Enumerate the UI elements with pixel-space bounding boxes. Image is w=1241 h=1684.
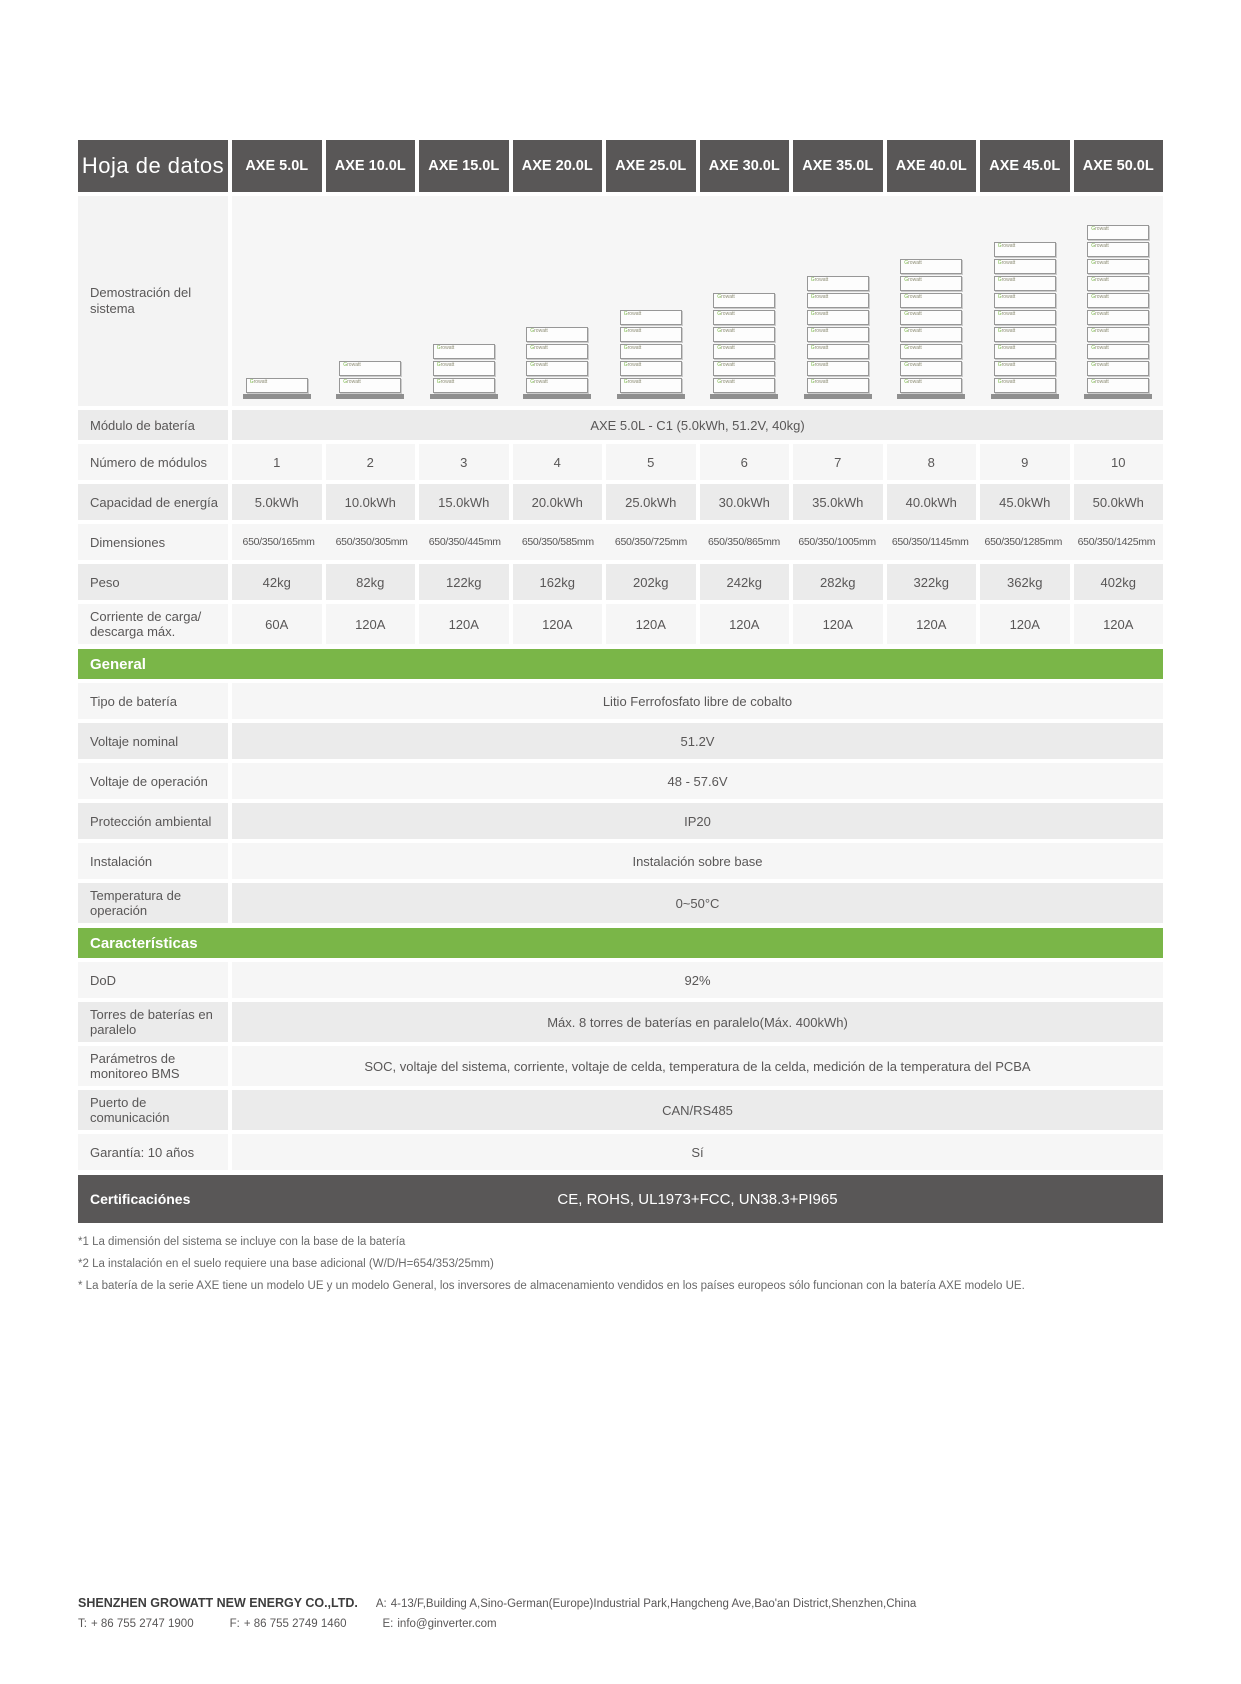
- battery-module: [1087, 378, 1149, 393]
- module-brand-label: Growatt: [997, 345, 1016, 351]
- battery-module: [1087, 361, 1149, 376]
- spec-value: 650/350/1285mm: [977, 524, 1070, 560]
- footnote: * La batería de la serie AXE tiene un modelo UE y un modelo General, los inversores de almacenamiento vendidos en los países europeos sólo funcionan con la batería AXE modelo UE.: [78, 1280, 1025, 1292]
- spec-value: 242kg: [700, 564, 790, 600]
- spec-row-label: Número de módulos: [78, 444, 228, 480]
- spec-value: 5: [606, 444, 696, 480]
- company-name: SHENZHEN GROWATT NEW ENERGY CO.,LTD.: [78, 1596, 358, 1610]
- certifications-row: [78, 1175, 1163, 1223]
- spec-value: 10.0kWh: [326, 484, 416, 520]
- section-row: [78, 883, 1163, 923]
- tower-base: [617, 394, 685, 399]
- battery-module: [900, 327, 962, 342]
- battery-module: [339, 361, 401, 376]
- model-header: AXE 30.0L: [700, 140, 790, 192]
- section-row-value: SOC, voltaje del sistema, corriente, voltaje de celda, temperatura de la celda, medición de la temperatura del PCBA: [232, 1046, 1163, 1086]
- module-brand-label: Growatt: [904, 328, 922, 334]
- spec-value: 650/350/585mm: [511, 524, 604, 560]
- battery-module: [713, 293, 775, 308]
- table-header-row: [78, 140, 1163, 192]
- module-brand-label: Growatt: [530, 379, 548, 385]
- battery-module: [713, 361, 775, 376]
- tower-base: [243, 394, 311, 399]
- spec-value: 15.0kWh: [419, 484, 509, 520]
- fax-number: + 86 755 2749 1460: [243, 1618, 347, 1630]
- spec-row: [78, 604, 1163, 644]
- module-brand-label: Growatt: [810, 345, 829, 351]
- section-header: Características: [78, 928, 1163, 958]
- model-header: AXE 50.0L: [1074, 140, 1164, 192]
- section-row-label: Instalación: [78, 843, 228, 879]
- spec-value: 50.0kWh: [1074, 484, 1164, 520]
- section-row-label: DoD: [78, 962, 228, 998]
- battery-module: [807, 310, 869, 325]
- tower-base: [991, 394, 1059, 399]
- battery-module: [994, 293, 1056, 308]
- spec-value: 10: [1074, 444, 1164, 480]
- battery-tower: [232, 196, 322, 399]
- footer-line-1: [78, 1596, 1208, 1610]
- module-brand-label: Growatt: [1091, 260, 1109, 266]
- battery-tower: [513, 196, 603, 399]
- module-brand-label: Growatt: [810, 277, 829, 283]
- module-brand-label: Growatt: [436, 362, 455, 368]
- spec-row: [78, 564, 1163, 600]
- battery-module: [433, 361, 495, 376]
- spec-value: 282kg: [793, 564, 883, 600]
- module-brand-label: Growatt: [717, 362, 735, 368]
- module-brand-label: Growatt: [717, 294, 735, 300]
- module-brand-label: Growatt: [904, 345, 922, 351]
- spec-row: [78, 444, 1163, 480]
- battery-module: [1087, 310, 1149, 325]
- module-brand-label: Growatt: [436, 379, 455, 385]
- section-row: [78, 1046, 1163, 1086]
- battery-module: [1087, 293, 1149, 308]
- tower-base: [897, 394, 965, 399]
- battery-module: [994, 242, 1056, 257]
- spec-value: 362kg: [980, 564, 1070, 600]
- battery-module: [807, 276, 869, 291]
- battery-module: [1087, 242, 1149, 257]
- section-row-value: CAN/RS485: [232, 1090, 1163, 1130]
- spec-value: 650/350/865mm: [697, 524, 790, 560]
- spec-row-label: Módulo de batería: [78, 410, 228, 440]
- page-title: Hoja de datos: [78, 140, 228, 192]
- spec-row-label: Peso: [78, 564, 228, 600]
- spec-value: 35.0kWh: [793, 484, 883, 520]
- battery-module: [713, 327, 775, 342]
- tower-base: [430, 394, 498, 399]
- section-row-value: 0~50°C: [232, 883, 1163, 923]
- demo-canvas: [232, 196, 1163, 406]
- section-row: [78, 723, 1163, 759]
- section-row-value: IP20: [232, 803, 1163, 839]
- module-brand-label: Growatt: [1091, 226, 1109, 232]
- tower-base: [523, 394, 591, 399]
- section-row-label: Voltaje nominal: [78, 723, 228, 759]
- tel-number: + 86 755 2747 1900: [90, 1618, 194, 1630]
- tower-base: [1084, 394, 1152, 399]
- spec-value: 120A: [887, 604, 977, 644]
- module-brand-label: Growatt: [1091, 294, 1109, 300]
- section-row: [78, 803, 1163, 839]
- battery-module: [994, 276, 1056, 291]
- module-brand-label: Growatt: [343, 362, 361, 368]
- spec-values: [232, 444, 1163, 480]
- spec-value: 202kg: [606, 564, 696, 600]
- section-row-value: 51.2V: [232, 723, 1163, 759]
- spec-rows: [78, 410, 1163, 644]
- module-brand-label: Growatt: [904, 277, 922, 283]
- battery-module: [994, 327, 1056, 342]
- spec-value: 4: [513, 444, 603, 480]
- model-header: AXE 20.0L: [513, 140, 603, 192]
- spec-value: 7: [793, 444, 883, 480]
- module-brand-label: Growatt: [530, 362, 548, 368]
- module-brand-label: Growatt: [623, 379, 642, 385]
- spec-value: 162kg: [513, 564, 603, 600]
- battery-module: [620, 310, 682, 325]
- module-brand-label: Growatt: [530, 345, 548, 351]
- module-brand-label: Growatt: [1091, 362, 1109, 368]
- battery-tower: [326, 196, 416, 399]
- module-brand-label: Growatt: [623, 345, 642, 351]
- spec-row-label: Corriente de carga/ descarga máx.: [78, 604, 228, 644]
- spec-value: 650/350/305mm: [325, 524, 418, 560]
- module-brand-label: Growatt: [1091, 345, 1109, 351]
- battery-module: [807, 327, 869, 342]
- section-row: [78, 1134, 1163, 1170]
- spec-value: 120A: [980, 604, 1070, 644]
- model-header: AXE 45.0L: [980, 140, 1070, 192]
- spec-value: 1: [232, 444, 322, 480]
- section-row-value: Sí: [232, 1134, 1163, 1170]
- module-brand-label: Growatt: [997, 362, 1016, 368]
- battery-module: [1087, 276, 1149, 291]
- battery-module: [900, 276, 962, 291]
- module-brand-label: Growatt: [810, 362, 829, 368]
- model-header: AXE 10.0L: [326, 140, 416, 192]
- battery-module: [900, 259, 962, 274]
- module-brand-label: Growatt: [436, 345, 455, 351]
- module-brand-label: Growatt: [623, 311, 642, 317]
- tel-label: T:: [78, 1618, 87, 1630]
- module-brand-label: Growatt: [623, 328, 642, 334]
- model-header: AXE 35.0L: [793, 140, 883, 192]
- module-brand-label: Growatt: [904, 260, 922, 266]
- section-row-value: Máx. 8 torres de baterías en paralelo(Máx. 400kWh): [232, 1002, 1163, 1042]
- section-row-label: Garantía: 10 años: [78, 1134, 228, 1170]
- model-header: AXE 40.0L: [887, 140, 977, 192]
- battery-tower: [419, 196, 509, 399]
- spec-value: 650/350/445mm: [418, 524, 511, 560]
- footer: [78, 1596, 1208, 1638]
- battery-module: [526, 344, 588, 359]
- module-brand-label: Growatt: [1091, 328, 1109, 334]
- battery-tower: [980, 196, 1070, 399]
- battery-module: [620, 344, 682, 359]
- section-row: [78, 1090, 1163, 1130]
- spec-values: [232, 564, 1163, 600]
- spec-value: 60A: [232, 604, 322, 644]
- certifications-value: CE, ROHS, UL1973+FCC, UN38.3+PI965: [557, 1190, 838, 1208]
- spec-value: 650/350/1425mm: [1070, 524, 1163, 560]
- spec-value: 120A: [793, 604, 883, 644]
- module-brand-label: Growatt: [530, 328, 548, 334]
- email-label: E:: [382, 1618, 394, 1630]
- footnotes: [78, 1235, 1163, 1293]
- battery-module: [526, 361, 588, 376]
- sections: [78, 649, 1163, 1170]
- battery-module: [620, 378, 682, 393]
- module-brand-label: Growatt: [810, 328, 829, 334]
- section-row: [78, 1002, 1163, 1042]
- battery-tower: [606, 196, 696, 399]
- section-row-value: 92%: [232, 962, 1163, 998]
- section-header: General: [78, 649, 1163, 679]
- spec-value: 650/350/725mm: [604, 524, 697, 560]
- spec-value: 120A: [419, 604, 509, 644]
- section-row-label: Puerto de comunicación: [78, 1090, 228, 1130]
- spec-value: 122kg: [419, 564, 509, 600]
- battery-tower: [1074, 196, 1164, 399]
- spec-value: 322kg: [887, 564, 977, 600]
- battery-module: [433, 344, 495, 359]
- module-brand-label: Growatt: [717, 379, 735, 385]
- module-brand-label: Growatt: [997, 243, 1016, 249]
- battery-module: [900, 310, 962, 325]
- module-brand-label: Growatt: [904, 311, 922, 317]
- spec-row: [78, 484, 1163, 520]
- spec-value: 650/350/1145mm: [884, 524, 977, 560]
- spec-value: 40.0kWh: [887, 484, 977, 520]
- spec-row: [78, 524, 1163, 560]
- battery-module: [526, 327, 588, 342]
- spec-value: 6: [700, 444, 790, 480]
- system-demo-label: Demostración del sistema: [78, 196, 228, 406]
- battery-module: [713, 378, 775, 393]
- spec-value: 120A: [606, 604, 696, 644]
- module-brand-label: Growatt: [249, 379, 268, 385]
- spec-values: [232, 524, 1163, 560]
- battery-module: [339, 378, 401, 393]
- battery-module: [807, 361, 869, 376]
- battery-module: [994, 378, 1056, 393]
- section-row-value: Instalación sobre base: [232, 843, 1163, 879]
- spec-value: 120A: [1074, 604, 1164, 644]
- spec-value: 120A: [326, 604, 416, 644]
- module-brand-label: Growatt: [810, 311, 829, 317]
- address-label: A:: [375, 1598, 387, 1610]
- footnote: *2 La instalación en el suelo requiere una base adicional (W/D/H=654/353/25mm): [78, 1258, 494, 1270]
- spec-value: 120A: [700, 604, 790, 644]
- section-row-label: Torres de baterías en paralelo: [78, 1002, 228, 1042]
- spec-value: 5.0kWh: [232, 484, 322, 520]
- email-address[interactable]: info@ginverter.com: [397, 1618, 497, 1630]
- spec-value: 650/350/165mm: [232, 524, 325, 560]
- battery-module: [1087, 344, 1149, 359]
- module-brand-label: Growatt: [623, 362, 642, 368]
- module-brand-label: Growatt: [904, 362, 922, 368]
- battery-module: [1087, 327, 1149, 342]
- battery-module: [900, 361, 962, 376]
- spec-value: 45.0kWh: [980, 484, 1070, 520]
- battery-module: [900, 344, 962, 359]
- section-row-label: Parámetros de monitoreo BMS: [78, 1046, 228, 1086]
- model-header: AXE 5.0L: [232, 140, 322, 192]
- battery-tower: [700, 196, 790, 399]
- system-demo-row: [78, 196, 1163, 406]
- battery-module: [994, 361, 1056, 376]
- spec-value: 42kg: [232, 564, 322, 600]
- battery-module: [807, 344, 869, 359]
- battery-module: [807, 293, 869, 308]
- section-row: [78, 683, 1163, 719]
- module-brand-label: Growatt: [810, 379, 829, 385]
- model-header: AXE 25.0L: [606, 140, 696, 192]
- module-brand-label: Growatt: [717, 328, 735, 334]
- battery-module: [994, 259, 1056, 274]
- fax-label: F:: [229, 1618, 240, 1630]
- battery-module: [994, 344, 1056, 359]
- certifications-label: Certificaciónes: [90, 1191, 191, 1207]
- battery-module: [994, 310, 1056, 325]
- spec-row-label: Capacidad de energía: [78, 484, 228, 520]
- section-row-label: Protección ambiental: [78, 803, 228, 839]
- battery-tower: [793, 196, 883, 399]
- module-brand-label: Growatt: [1091, 243, 1109, 249]
- spec-value: 120A: [513, 604, 603, 644]
- spec-value: 9: [980, 444, 1070, 480]
- module-brand-label: Growatt: [904, 294, 922, 300]
- spec-row: [78, 410, 1163, 440]
- battery-module: [713, 310, 775, 325]
- battery-module: [246, 378, 308, 393]
- module-brand-label: Growatt: [997, 311, 1016, 317]
- section-row: [78, 763, 1163, 799]
- module-brand-label: Growatt: [810, 294, 829, 300]
- tower-base: [336, 394, 404, 399]
- section-row: [78, 843, 1163, 879]
- battery-tower: [887, 196, 977, 399]
- spec-value: 402kg: [1074, 564, 1164, 600]
- footnote: *1 La dimensión del sistema se incluye con la base de la batería: [78, 1236, 406, 1248]
- module-brand-label: Growatt: [997, 379, 1016, 385]
- spec-value: 30.0kWh: [700, 484, 790, 520]
- spec-value: 20.0kWh: [513, 484, 603, 520]
- module-brand-label: Growatt: [1091, 379, 1109, 385]
- section-row-label: Temperatura de operación: [78, 883, 228, 923]
- spec-row-label: Dimensiones: [78, 524, 228, 560]
- spec-value: 650/350/1005mm: [791, 524, 884, 560]
- spec-value-span: AXE 5.0L - C1 (5.0kWh, 51.2V, 40kg): [232, 410, 1163, 440]
- section-row: [78, 962, 1163, 998]
- section-row-value: Litio Ferrofosfato libre de cobalto: [232, 683, 1163, 719]
- battery-module: [526, 378, 588, 393]
- footer-line-2: [78, 1618, 1208, 1630]
- module-brand-label: Growatt: [343, 379, 361, 385]
- battery-module: [713, 344, 775, 359]
- module-brand-label: Growatt: [717, 345, 735, 351]
- battery-module: [433, 378, 495, 393]
- module-brand-label: Growatt: [997, 260, 1016, 266]
- tower-base: [710, 394, 778, 399]
- model-header: AXE 15.0L: [419, 140, 509, 192]
- tower-base: [804, 394, 872, 399]
- battery-module: [900, 378, 962, 393]
- module-brand-label: Growatt: [1091, 311, 1109, 317]
- spec-value: 8: [887, 444, 977, 480]
- section-row-value: 48 - 57.6V: [232, 763, 1163, 799]
- module-brand-label: Growatt: [997, 294, 1016, 300]
- module-brand-label: Growatt: [997, 277, 1016, 283]
- spec-value: 82kg: [326, 564, 416, 600]
- battery-module: [900, 293, 962, 308]
- spec-values: [232, 604, 1163, 644]
- datasheet-table: [78, 140, 1163, 1301]
- spec-values: [232, 484, 1163, 520]
- section-row-label: Voltaje de operación: [78, 763, 228, 799]
- battery-module: [1087, 259, 1149, 274]
- battery-module: [807, 378, 869, 393]
- battery-module: [620, 361, 682, 376]
- module-brand-label: Growatt: [904, 379, 922, 385]
- section-row-label: Tipo de batería: [78, 683, 228, 719]
- module-brand-label: Growatt: [997, 328, 1016, 334]
- company-address: 4-13/F,Building A,Sino-German(Europe)Industrial Park,Hangcheng Ave,Bao'an District,Shenzhen,China: [390, 1598, 917, 1610]
- spec-value: 2: [326, 444, 416, 480]
- spec-value: 25.0kWh: [606, 484, 696, 520]
- module-brand-label: Growatt: [717, 311, 735, 317]
- spec-value: 3: [419, 444, 509, 480]
- battery-module: [1087, 225, 1149, 240]
- battery-module: [620, 327, 682, 342]
- module-brand-label: Growatt: [1091, 277, 1109, 283]
